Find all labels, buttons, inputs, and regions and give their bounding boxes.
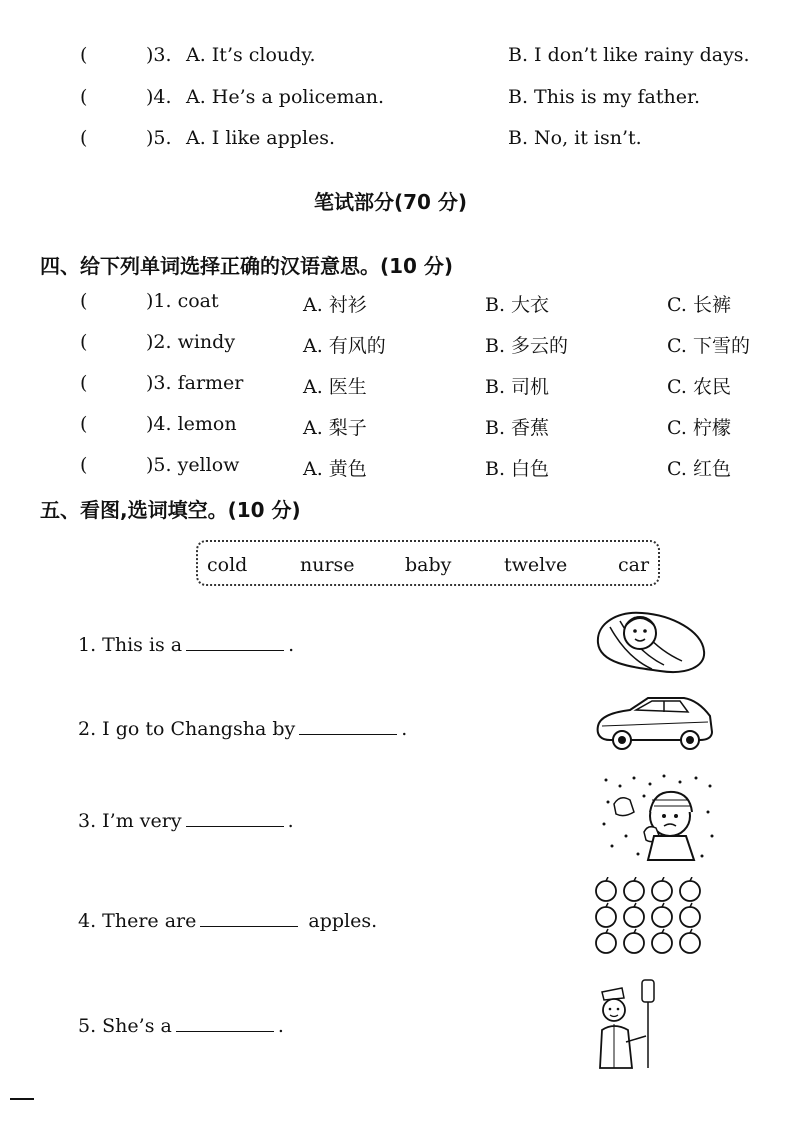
option-b: B. 多云的 <box>485 335 569 357</box>
answer-paren[interactable]: ( <box>80 372 88 394</box>
sentence-3 <box>78 808 294 832</box>
answer-paren[interactable]: ( <box>80 331 88 353</box>
word-bank-word: twelve <box>504 554 568 576</box>
option-a: A. He’s a policeman. <box>186 86 385 108</box>
option-a: A. 医生 <box>303 376 367 398</box>
option-c: C. 长裤 <box>667 294 731 316</box>
option-b: B. 香蕉 <box>485 417 550 439</box>
answer-paren[interactable]: ( <box>80 413 88 435</box>
option-b: B. 司机 <box>485 376 550 398</box>
answer-blank[interactable] <box>186 632 284 651</box>
option-a: A. I like apples. <box>186 127 336 149</box>
sentence-2 <box>78 716 407 740</box>
answer-paren[interactable]: ( <box>80 454 88 476</box>
section5-title: 五、看图,选词填空。(10 分) <box>40 498 301 522</box>
written-part-title: 笔试部分(70 分) <box>314 190 468 214</box>
sentence-5 <box>78 1013 284 1037</box>
question-word: )2. windy <box>146 331 236 353</box>
word-bank <box>196 540 660 586</box>
option-b: B. This is my father. <box>508 86 700 108</box>
option-b: B. 白色 <box>485 458 550 480</box>
answer-paren[interactable]: ( <box>80 127 88 149</box>
apples-icon <box>594 877 708 959</box>
sentence-text: 1. This is a <box>78 634 183 656</box>
answer-paren[interactable]: ( <box>80 290 88 312</box>
option-a: A. 有风的 <box>303 335 386 357</box>
option-b: B. 大衣 <box>485 294 550 316</box>
sentence-1 <box>78 632 294 656</box>
question-number: )3. <box>146 44 172 66</box>
option-b: B. No, it isn’t. <box>508 127 642 149</box>
cold-person-icon <box>598 772 716 862</box>
question-number: )4. <box>146 86 172 108</box>
nurse-icon <box>596 976 660 1072</box>
answer-blank[interactable] <box>186 808 284 827</box>
sentence-text: 5. She’s a <box>78 1015 172 1037</box>
sentence-text: 4. There are <box>78 910 197 932</box>
answer-paren[interactable]: ( <box>80 86 88 108</box>
question-word: )1. coat <box>146 290 219 312</box>
option-c: C. 农民 <box>667 376 731 398</box>
word-bank-word: cold <box>207 554 248 576</box>
sentence-text: 2. I go to Changsha by <box>78 718 296 740</box>
baby-icon <box>590 605 710 677</box>
option-b: B. I don’t like rainy days. <box>508 44 750 66</box>
option-a: A. 梨子 <box>303 417 367 439</box>
option-c: C. 下雪的 <box>667 335 750 357</box>
option-a: A. It’s cloudy. <box>186 44 316 66</box>
answer-blank[interactable] <box>299 716 397 735</box>
page-edge-mark <box>10 1098 34 1100</box>
question-word: )4. lemon <box>146 413 237 435</box>
sentence-end: . <box>288 634 295 656</box>
sentence-text: 3. I’m very <box>78 810 182 832</box>
option-a: A. 衬衫 <box>303 294 367 316</box>
question-word: )3. farmer <box>146 372 244 394</box>
option-a: A. 黄色 <box>303 458 367 480</box>
car-icon <box>592 692 716 754</box>
word-bank-word: baby <box>405 554 452 576</box>
sentence-end: . <box>287 810 294 832</box>
word-bank-word: car <box>618 554 650 576</box>
sentence-end: . <box>401 718 408 740</box>
sentence-4 <box>78 908 377 932</box>
question-word: )5. yellow <box>146 454 240 476</box>
option-c: C. 红色 <box>667 458 731 480</box>
option-c: C. 柠檬 <box>667 417 731 439</box>
sentence-end: apples. <box>302 910 378 932</box>
sentence-end: . <box>277 1015 284 1037</box>
answer-paren[interactable]: ( <box>80 44 88 66</box>
answer-blank[interactable] <box>176 1013 274 1032</box>
question-number: )5. <box>146 127 172 149</box>
word-bank-word: nurse <box>300 554 355 576</box>
section4-title: 四、给下列单词选择正确的汉语意思。(10 分) <box>40 254 454 278</box>
answer-blank[interactable] <box>200 908 298 927</box>
